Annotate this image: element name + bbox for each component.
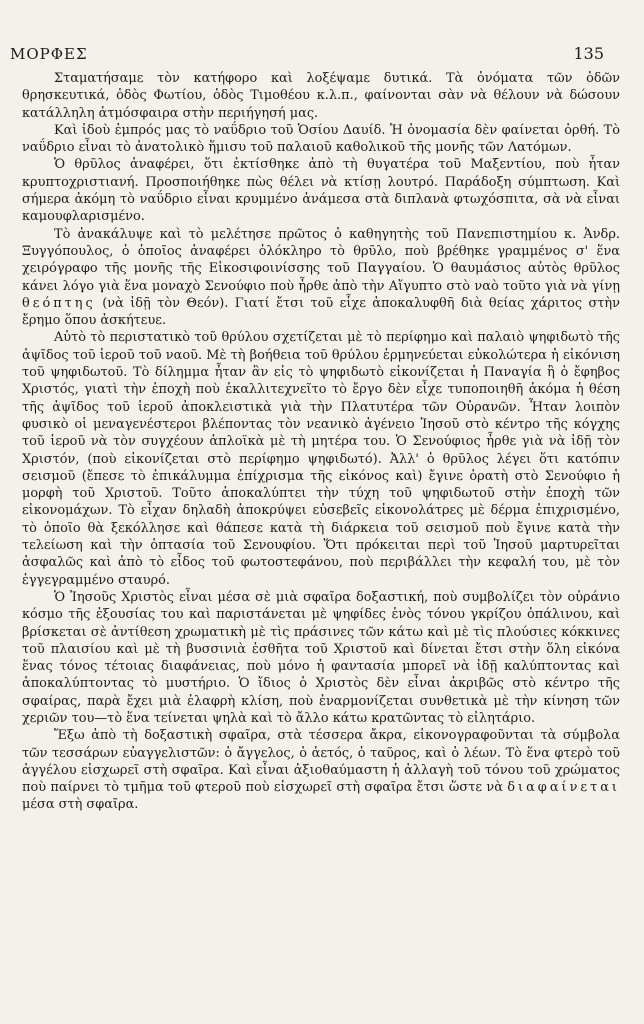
paragraph-text: Καὶ ἰδοὺ ἐμπρός μας τὸ ναΰδριο τοῦ Ὁσίου Δαυίδ. Ἡ ὀνομασία δὲν φαίνεται ὀρθή. Τὸ ναΰδριο εἶναι τὸ ἀνατολικὸ ἥμισυ τοῦ παλαιοῦ καθολικοῦ τῆς μονῆς τῶν Λατόμων. bbox=[22, 122, 620, 156]
page-header bbox=[10, 44, 604, 63]
paragraph bbox=[22, 156, 620, 225]
paragraph-text: Σταματήσαμε τὸν κατήφορο καὶ λοξέψαμε δυτικά. Τὰ ὀνόματα τῶν ὁδῶν θρησκευτικά, ὁδὸς Φωτίου, ὁδὸς Τιμοθέου κ.λ.π., φαίνονται σὰν νὰ θέλουν νὰ δώσουν κατάλληλη ἀτμόσφαιρα στὴν περιήγησή μας. bbox=[22, 71, 620, 121]
body-text bbox=[22, 70, 620, 814]
paragraph bbox=[22, 226, 620, 330]
spaced-emphasis: διαφαίνεται bbox=[507, 780, 620, 796]
paragraph-text: Ὁ Ἰησοῦς Χριστὸς εἶναι μέσα σὲ μιὰ σφαῖρα δοξαστική, ποὺ συμβολίζει τὸν οὐράνιο κόσμο τῆς ἐξουσίας του καὶ παριστάνεται μὲ ψηφίδες ἑνὸς τόνου γκρίζου ὀπάλινου, καὶ βρίσκεται σὲ ἀντίθεση χρωματικὴ μὲ τὶς πράσινες τῶν κάτω καὶ μὲ τὶς πλούσιες κόκκινες τοῦ πλαισίου καὶ μὲ τὴ βυσσινιὰ ἐσθῆτα τοῦ Χριστοῦ καὶ δίνεται ἔτσι στὴν ὅλη εἰκόνα ἕνας τόνος τέτοιας διαφάνειας, ποὺ μόνο ἡ φαντασία μπορεῖ νὰ ἰδῇ καλύπτοντας καὶ ἀποκαλύπτοντας τὸ μυστήριο. Ὁ ἴδιος ὁ Χριστὸς δὲν εἶναι ἀκριβῶς στὸ κέντρο τῆς σφαίρας, παρὰ ἔχει μιὰ ἐλαφρὴ κλίση, ποὺ ἐναρμονίζεται συνθετικὰ μὲ τὴν κίνηση τῶν χεριῶν του—τὸ ἕνα τείνεται ψηλὰ καὶ τὸ ἄλλο κάτω κρατῶντας τὸ εἰλητάριο. bbox=[22, 589, 620, 726]
paragraph-text: (νὰ ἰδῇ τὸν Θεόν). Γιατί ἔτσι τοῦ εἶχε ἀποκαλυφθῆ διὰ θείας χάριτος στὴν ἔρημο ὅπου ἀσκήτευε. bbox=[22, 295, 620, 329]
paragraph bbox=[22, 122, 620, 157]
paragraph-text: Αὐτὸ τὸ περιστατικὸ τοῦ θρύλου σχετίζεται μὲ τὸ περίφημο καὶ παλαιὸ ψηφιδωτὸ τῆς ἀψῖδος τοῦ ἱεροῦ τοῦ ναοῦ. Μὲ τὴ βοήθεια τοῦ θρύλου ἑρμηνεύεται εὐκολώτερα ἡ εἰκόνιση τοῦ ψηφιδωτοῦ. Τὸ δίλημμα ἦταν ἂν εἰς τὸ ψηφιδωτὸ εἰκονίζεται ἡ Παναγία ἢ ὁ ἔφηβος Χριστός, γιατὶ τὴν ἐποχὴ ποὺ ἐκαλλιτεχνεῖτο τὸ ἔργο δὲν εἶχε τυποποιηθῆ ἀκόμα ἡ θέση τῆς ἀψῖδος τοῦ ἱεροῦ ἀποκλειστικὰ γιὰ τὴν Πλατυτέρα τῶν Οὐρανῶν. Ἦταν λοιπὸν φυσικὸ οἱ μεναγενέστεροι βλέποντας τὸν νεανικὸ ἀγένειο Ἰησοῦ στὸ κέντρο τῆς κόγχης τοῦ ἱεροῦ νὰ τὸν συγχέουν ἁπλοϊκὰ μὲ τὴ μητέρα του. Ὁ Σενούφιος ἦρθε γιὰ νὰ ἰδῇ τὸν Χριστόν, (ποὺ εἰκονίζεται στὸ περίφημο ψηφιδωτό). Ἀλλ' ὁ θρῦλος λέγει ὅτι κατόπιν σεισμοῦ (ἔπεσε τὸ ἐπικάλυμμα ἐπίχρισμα τῆς εἰκόνος καὶ) ἔγινε ὁρατὴ στὸ Σενούφιο ἡ μορφὴ τοῦ Χριστοῦ. Τοῦτο ἀποκαλύπτει τὴν τύχη τοῦ ψηφιδωτοῦ στὴν ἐποχὴ τῶν εἰκονομάχων. Τὸ εἶχαν δηλαδὴ ἀποκρύψει εὐσεβεῖς εἰκονολάτρες μὲ δέρμα ἐπιχρισμένο, τὸ ὁποῖο θὰ ξεκόλλησε καὶ θάπεσε κατὰ τὴ διάρκεια τοῦ σεισμοῦ ποὺ ἔγινε κατὰ τὴν τελείωση καὶ τὴν ὀπτασία τοῦ Σενουφίου. Ὅτι πρόκειται περὶ τοῦ Ἰησοῦ μαρτυρεῖται ἀσφαλῶς καὶ ἀπὸ τὸ εἶδος τοῦ φωτοστεφάνου, ποὺ περιβάλλει τὴν κεφαλή του, μὲ τὸν ἐγγεγραμμένο σταυρό. bbox=[22, 330, 620, 588]
paragraph-text: Τὸ ἀνακάλυψε καὶ τὸ μελέτησε πρῶτος ὁ καθηγητὴς τοῦ Πανεπιστημίου κ. Ἀνδρ. Ξυγγόπουλος, ὁ ὁποῖος ἀναφέρει ὁλόκληρο τὸ θρῦλο, ποὺ βρέθηκε γραμμένος σ' ἕνα χειρόγραφο τῆς μονῆς τῆς Εἰκοσιφοινίσσης τοῦ Παγγαίου. Ὁ θαυμάσιος αὐτὸς θρῦλος κάνει λόγο γιὰ ἕνα μοναχὸ Σενούφιο ποὺ ἦρθε ἀπὸ τὴν Αἴγυπτο στὸ ναὸ τοῦτο γιὰ νὰ γίνῃ bbox=[22, 226, 620, 294]
spaced-emphasis: θεόπτης bbox=[22, 295, 96, 311]
paragraph bbox=[22, 589, 620, 727]
running-title: ΜΟΡΦΕΣ bbox=[10, 45, 88, 63]
paragraph bbox=[22, 329, 620, 588]
paragraph bbox=[22, 70, 620, 122]
paragraph-text: Ὁ θρῦλος ἀναφέρει, ὅτι ἐκτίσθηκε ἀπὸ τὴ θυγατέρα τοῦ Μαξεντίου, ποὺ ἦταν κρυπτοχριστιανή. Προσποιήθηκε πὼς θέλει νὰ κτίσῃ λουτρό. Παράδοξη σύμπτωση. Καὶ σήμερα ἀκόμη τὸ ναΰδριο εἶναι κρυμμένο ἀνάμεσα στὰ διπλανὰ φτωχόσπιτα, σὰ νὰ εἶναι καμουφλαρισμένο. bbox=[22, 157, 620, 225]
paragraph-text: μέσα στὴ σφαῖρα. bbox=[22, 797, 139, 813]
paragraph bbox=[22, 727, 620, 813]
paragraph-text: Ἔξω ἀπὸ τὴ δοξαστικὴ σφαῖρα, στὰ τέσσερα ἄκρα, εἰκονογραφοῦνται τὰ σύμβολα τῶν τεσσάρων εὐαγγελιστῶν: ὁ ἄγγελος, ὁ ἀετός, ὁ ταῦρος, καὶ ὁ λέων. Τὸ ἕνα φτερὸ τοῦ ἀγγέλου εἰσχωρεῖ στὴ σφαῖρα. Καὶ εἶναι ἀξιοθαύμαστη ἡ ἀλλαγὴ τοῦ τόνου τοῦ χρώματος ποὺ παίρνει τὸ τμῆμα τοῦ φτεροῦ ποὺ εἰσχωρεῖ στὴ σφαῖρα ἔτσι ὥστε νὰ bbox=[22, 728, 620, 796]
page-number: 135 bbox=[573, 44, 604, 63]
